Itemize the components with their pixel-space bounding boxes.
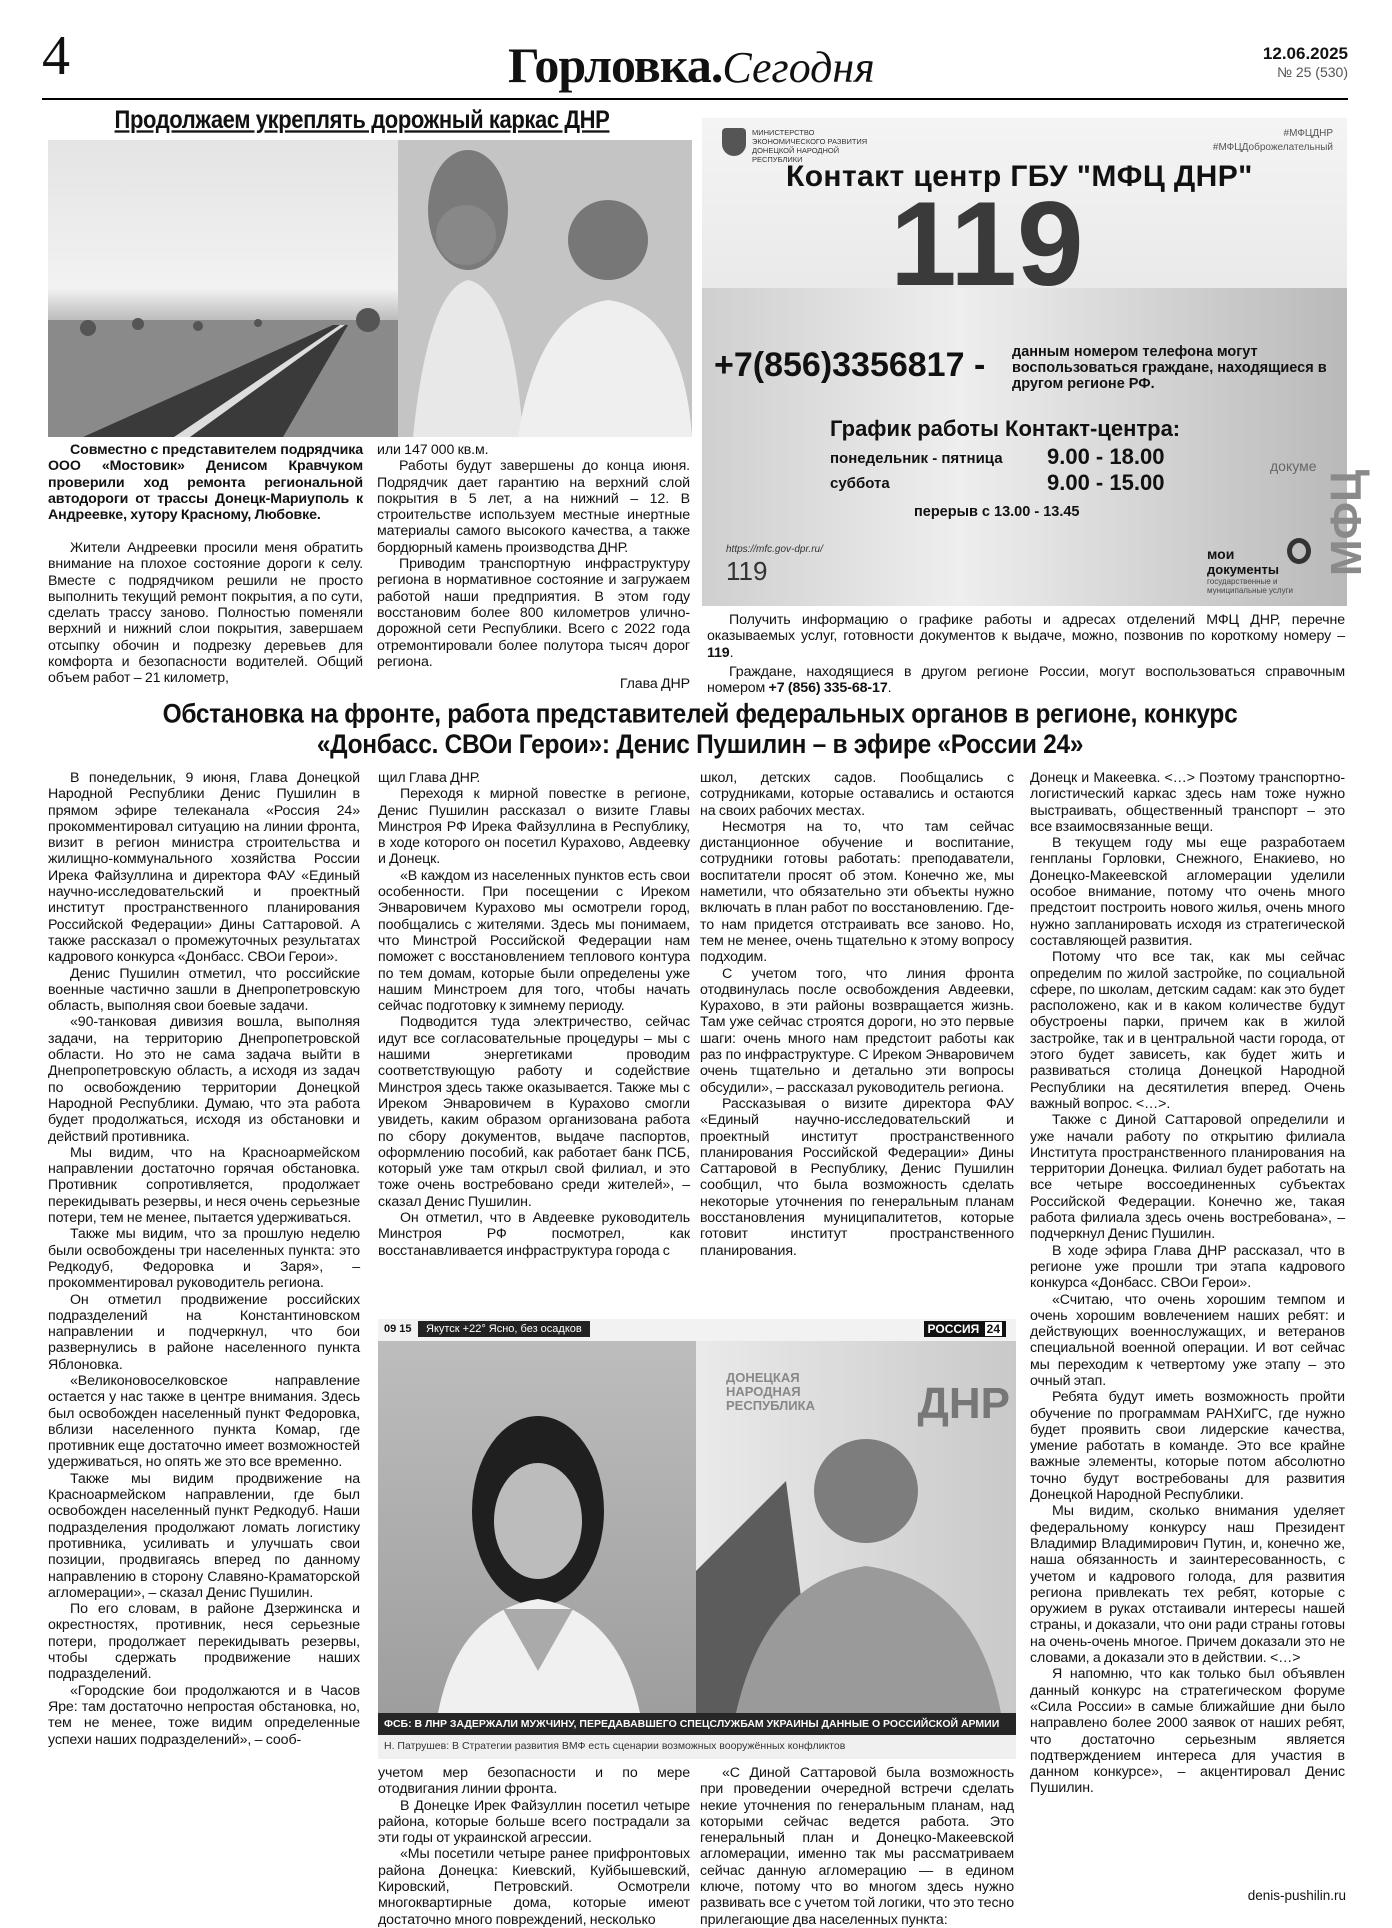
mfc-info-p2-end: . (887, 680, 892, 697)
mfc-info-p1 (707, 612, 1345, 661)
tv-weather-bar: Якутск +22° Ясно, без осадков (418, 1321, 590, 1337)
paragraph: Рассказывая о визите директора ФАУ «Единый научно-исследовательский и проектный институт пространственного планирования Российской Федерации» Дины Саттаровой в Республику, Денис Пушилин сообщил, что была возможность сделать некоторые уточнения по генеральным планам восстановления муниципалитетов, которые готовит институт пространственного планирования. (700, 1095, 1014, 1259)
paragraph: В понедельник, 9 июня, Глава Донецкой Народной Республики Денис Пушилин в прямом эфире телеканала «Россия 24» прокомментировал ситуацию на линии фронта, визит в регион министра строительства и жилищно-коммунального хозяйства России Ирека Файзуллина и директора ФАУ «Единый научно-исследовательский и проектный институт пространственного планирования Российской Федерации» Дины Саттаровой. А также рассказал о промежуточных результатах кадрового конкурса «Донбасс. СВОи Герои». (48, 770, 360, 966)
page-number: 4 (42, 25, 70, 87)
mfc-schedule-title: График работы Контакт-центра: (830, 416, 1181, 441)
paragraph: Он отметил, что в Авдеевке руководитель Минстроя РФ посмотрел, как восстанавливается инфраструктура города с (378, 1210, 690, 1259)
mfc-info-p1-text: Получить информацию о графике работы и адресах отделений МФЦ ДНР, перечне оказываемых услуг, готовности документов к выдаче, можно, позвонив по короткому номеру – (707, 612, 1345, 645)
paragraph: Мы видим, что на Красноармейском направлении достаточно горячая обстановка. Противник сопротивляется, продолжает перекидывать резервы, и неся очень серьезные потери, тем не менее, пытается удерживаться. (48, 1144, 360, 1227)
paragraph: «90-танковая дивизия вошла, выполняя задачи, на территорию Днепропетровской области. Но это не сама задача выйти в Днепропетровскую область, а исходя из задач по освобождению территории Донецкой Народной Республики. Думаю, что эта работа будет продолжаться, исходя из обстановки и действий противника. (48, 1014, 360, 1145)
mfc-wall-sign-2: докуме (1270, 458, 1317, 474)
road-illustration (48, 140, 398, 437)
mfc-small-number: 119 (726, 556, 768, 586)
saturday-label: суббота (830, 475, 890, 492)
mfc-url[interactable]: https://mfc.gov-dpr.ru/ (726, 544, 823, 555)
paragraph: щил Глава ДНР. (378, 770, 481, 786)
logo-line1: мои (1207, 546, 1235, 562)
logo-line2: документы (1207, 562, 1279, 577)
article1-headline: Продолжаем укреплять дорожный каркас ДНР (114, 105, 610, 134)
tv-subticker: Н. Патрушев: В Стратегии развития ВМФ есть сценарии возможных вооружённых конфликтов (378, 1735, 1016, 1759)
article1-col2-p2: Работы будут завершены до конца июня. Подрядчик дает гарантию на верхний слой покрытия в 5 лет, а на нижний – 12. В строительстве используем местные инертные материалы самого высокого качества, а также бордюрный камень производства ДНР. (377, 458, 690, 556)
officials-photo (398, 140, 692, 437)
tv-broadcast-screenshot (378, 1319, 1016, 1759)
paragraph: Денис Пушилин отметил, что российские военные частично зашли в Днепропетровскую область, выполняя свои боевые задачи. (48, 965, 360, 1015)
article2-headline (100, 699, 1300, 761)
paragraph: учетом мер безопасности и по мере отодвигания линии фронта. (378, 1765, 690, 1798)
mfc-title: Контакт центр ГБУ "МФЦ ДНР" (786, 160, 1253, 193)
article2-col3-top (700, 770, 1014, 1259)
article2-col4 (1030, 770, 1345, 1797)
paragraph: По его словам, в районе Дзержинска и окрестностях, противник, неся серьезные потери, продолжает перекидывать резервы, чтобы сдержать продвижение наших подразделений. (48, 1601, 360, 1683)
mfc-advertisement (702, 118, 1372, 606)
paragraph: Я напомню, что как только был объявлен данный конкурс на стратегическом форуме «Сила России» в самые ближайшие дни было направлено более 2000 заявок от наших ребят, что достаточно серьезным является подтверждением интереса для участия в данном конкурсе», – акцентировал Денис Пушилин. (1030, 1666, 1345, 1797)
paragraph: Также мы видим, что за прошлую неделю были освобождены три населенных пункта: это Редкодуб, Федоровка и Заря», – прокомментировал руководитель региона. (48, 1226, 360, 1292)
logo-line3: государственные и муниципальные услуги (1207, 577, 1293, 595)
saturday-hours: 9.00 - 15.00 (1047, 470, 1165, 495)
article2-headline-line2: «Донбасс. СВОи Герои»: Денис Пушилин – в эфире «России 24» (316, 730, 1084, 760)
anchor-panel (378, 1341, 696, 1713)
paragraph: Подводится туда электричество, сейчас идут все согласовательные процедуры – мы с нашими энергетиками проводим соответствующую работу и содействие Минстроя здесь также оказывается. Также мы с Иреком Энваровичем в Курахово смогли увидеть, каким образом организована работа по сбору документов, выдаче паспортов, оформлению пособий, как работает банк ПСБ, который уже там открыл свой филиал, и это тоже очень востребовано среди жителей», – сказал Денис Пушилин. (378, 1014, 690, 1210)
tv-time: 09 15 (384, 1323, 412, 1335)
mfc-hashtag-1: #МФЦДНР (1283, 128, 1333, 139)
paragraph: Донецк и Макеевка. <…> Поэтому транспортно-логистический каркас здесь нам тоже нужно выстраивать, общественный транспорт – это все взаимосвязанные вещи. (1030, 770, 1345, 835)
paragraph: Также с Диной Саттаровой определили и уже начали работу по открытию филиала Института пространственного планирования на территории Донецка. Филиал будет работать на все четыре воссоединенных субъектах Российской Федерации. Конечно же, такая работа филиала здесь очень востребована», – подчеркнул Денис Пушилин. (1030, 1112, 1345, 1243)
article2-headline-line1: Обстановка на фронте, работа представителей федеральных органов в регионе, конкурс (162, 699, 1238, 729)
logo-icon (1287, 538, 1311, 564)
paragraph: школ, детских садов. Пообщались с сотрудниками, которые оставались и остаются на своих рабочих местах. (700, 770, 1014, 819)
anchor-illustration (378, 1341, 696, 1713)
header-rule (42, 98, 1348, 100)
weekdays-hours: 9.00 - 18.00 (1047, 444, 1165, 469)
article1-lead: Совместно с представителем подрядчика ООО «Мостовик» Денисом Кравчуком проверили ход ремонта региональной автодороги от трассы Донецк-Мариуполь к Андреевке, хутору Красному, Любовке. (48, 442, 363, 524)
article2-col1 (48, 770, 360, 1748)
article1-col2-p3: Приводим транспортную инфраструктуру региона в нормативное состояние и загружаем работой наши предприятия. В этом году восстановим более 800 километров улично-дорожной сети Республики. Всего с 2022 года отремонтировали более полутора тысяч дорог региона. (377, 556, 690, 670)
paragraph: Мы видим, сколько внимания уделяет федеральному конкурсу наш Президент Владимир Владимирович Путин, и, конечно же, наша обязанность и заинтересованность, с учетом и кадрового голода, для развития региона привлекать тех ребят, которые с оружием в руках отстаивали интересы нашей страны, и доказали, что они ради страны готовы на очень-очень многое. Причем доказали это не словами, а доказали это в действии. <…> (1030, 1503, 1345, 1667)
mfc-info-p1-end: . (729, 644, 734, 661)
article1-col1: Жители Андреевки просили меня обратить внимание на плохое состояние дороги к селу. Вместе с подрядчиком решили не просто выполнить текущий ремонт покрытия, а по сути, сделать трассу заново. Полностью поменяли верхний и нижний слои покрытия, завершаем отсыпку обочин и подрезку деревьев для комфорта и безопасности водителей. Общий объем работ – 21 километр, (48, 540, 363, 687)
paragraph: В ходе эфира Глава ДНР рассказал, что в регионе уже прошли три этапа кадрового конкурса «Донбасс. СВОи Герои». (1030, 1242, 1345, 1292)
article1-col2-p1: или 147 000 кв.м. (377, 442, 489, 458)
tv-ticker: ФСБ: В ЛНР ЗАДЕРЖАЛИ МУЖЧИНУ, ПЕРЕДАВАВШЕГО СПЕЦСЛУЖБАМ УКРАИНЫ ДАННЫЕ О РОССИЙСКОЙ АРМИИ (378, 1713, 1016, 1735)
mfc-hashtag-2: #МФЦДоброжелательный (1212, 142, 1333, 153)
mfc-info-p2-text: Граждане, находящиеся в другом регионе России, могут воспользоваться справочным номером (707, 663, 1345, 697)
mfc-phone: +7(856)3356817 - (714, 346, 986, 384)
article2-col2-top (378, 770, 690, 1259)
paragraph: В текущем году мы еще разработаем генпланы Горловки, Снежного, Енакиево, но Донецко-Макеевской агломерации уделили особое внимание, потому что очень много предстоит построить нового жилья, очень много нужно запланировать исходя из стратегической составляющей развития. (1030, 835, 1345, 949)
my-documents-logo (1207, 538, 1339, 595)
guest-panel (696, 1341, 1016, 1713)
paragraph: Также мы видим продвижение на Красноармейском направлении, где был освобожден населенный пункт Редкодуб. Наши подразделения продолжают ломать логистику противника, усиливать и улучшать свои позиции, продвигаясь вперед по данному направлению в сторону Славяно-Краматорской агломерации», – сказал Денис Пушилин. (48, 1470, 360, 1601)
issue-date: 12.06.2025 (1262, 44, 1348, 63)
mfc-phone-note: данным номером телефона могут воспользоваться граждане, находящиеся в другом регионе РФ. (1012, 344, 1327, 392)
paragraph: «С Диной Саттаровой была возможность при проведении очередной встречи сделать некие уточнения по генеральным планам, над которыми сейчас ведется работа. Это генеральный план и Донецко-Макеевской агломерации, именно так мы рассматриваем сейчас данную агломерацию — в едином ключе, потому что во многом здесь нужно развивать все с учетом той логики, что это тесно прилегающие два населенных пункта: (700, 1765, 1014, 1928)
paragraph: В Донецке Ирек Файзуллин посетил четыре района, которые больше всего пострадали за эти годы от украинской агрессии. (378, 1797, 690, 1847)
mfc-big-number: 119 (890, 177, 1084, 311)
paragraph: «Считаю, что очень хорошим темпом и очень хорошим вовлечением наших ребят: и действующих военнослужащих, и ветеранов специальной военной операции. И вот сейчас мы переходим к четвертому уже этапу – это очный этап. (1030, 1291, 1345, 1389)
mfc-info-p2 (707, 664, 1345, 697)
emblem-icon (722, 128, 746, 156)
masthead (508, 37, 875, 93)
road-photo (48, 140, 398, 437)
guest-illustration (696, 1341, 1016, 1713)
paragraph: Потому что все так, как мы сейчас определим по жилой застройке, по социальной сфере, по школам, детским садам: как это будет расположено, как и в каком количестве будут обустроены парки, причем как в жилой застройке, так и в центральной части города, от этого будет зависеть, как будет жить и развиваться столица Донецкой Народной Республики на десятилетия вперед. Очень важный вопрос. <…>. (1030, 949, 1345, 1112)
paragraph: Ребята будут иметь возможность пройти обучение по программам РАНХиГС, где нужно будет проявить свои лидерские качества, умение работать в команде. Это все крайне важные элементы, которые потом абсолютно точно будут востребованы для развития Донецкой Народной Республики. (1030, 1389, 1345, 1504)
masthead-title: Горловка. (508, 37, 723, 93)
ministry-name: МИНИСТЕРСТВО ЭКОНОМИЧЕСКОГО РАЗВИТИЯ ДОНЕЦКОЙ НАРОДНОЙ РЕСПУБЛИКИ (752, 128, 868, 164)
article1-signature: Глава ДНР (619, 676, 690, 693)
paragraph: Несмотря на то, что там сейчас дистанционное обучение и воспитание, сотрудники готовы работать: преподаватели, воспитатели просят об этом. Конечно же, мы наметили, что обязательно эти объекты нужно включать в план работ по восстановлению. Где-то нам придется отстраивать все заново. Но, тем не менее, очень тщательно к этому вопросу подходим. (700, 818, 1014, 966)
source-link[interactable]: denis-pushilin.ru (1247, 1888, 1346, 1903)
channel-name: РОССИЯ (927, 1322, 980, 1336)
backdrop-text: ДОНЕЦКАЯ НАРОДНАЯ РЕСПУБЛИКА (726, 1370, 815, 1413)
mfc-info (707, 612, 1345, 696)
channel-number: 24 (986, 1322, 1000, 1336)
paragraph: «Городские бои продолжаются и в Часов Яре: там достаточно непростая обстановка, но, тем не менее, тоже видим определенные успехи наших подразделений», – сооб- (48, 1682, 360, 1748)
short-number: 119 (707, 644, 730, 661)
mfc-break: перерыв с 13.00 - 13.45 (914, 504, 1080, 520)
mfc-wall-sign: МФЦ (1322, 469, 1372, 577)
paragraph: С учетом того, что линия фронта отодвинулась после освобождения Авдеевки, Курахово, в эти районы возвращается жизнь. Там уже сейчас строятся дороги, но это первые шаги: очень много нам предстоит работы как раз по инфраструктуре. С Иреком Энваровичем очень тщательно и детально эти вопросы обсудили», – рассказал руководитель региона. (700, 965, 1014, 1096)
masthead-subtitle: Сегодня (722, 43, 875, 92)
paragraph: «Мы посетили четыре ранее прифронтовых района Донецка: Киевский, Куйбышевский, Кировский, Петровский. Осмотрели многоквартирные дома, которые имеют достаточно много повреждений, несколько (378, 1846, 690, 1928)
channel-logo (924, 1321, 1006, 1337)
article1-col2 (377, 442, 690, 692)
paragraph: Он отметил продвижение российских подразделений на Константиновском направлении и подчеркнул, что бои развернулись в районе населенного пункта Яблоновка. (48, 1291, 360, 1373)
paragraph: «Великоновоселковское направление остается у нас также в центре внимания. Здесь был освобожден населенный пункт Федоровка, вблизи населенного пункта Комар, где противник еще достаточно имеет возможностей удерживаться, но опять же это все временно. (48, 1372, 360, 1471)
reference-number: +7 (856) 335-68-17 (768, 680, 888, 697)
article2-col3-bottom (700, 1765, 1014, 1928)
weekdays-label: понедельник - пятница (830, 450, 1003, 467)
two-men-illustration (398, 140, 692, 437)
backdrop-logo: ДНР (917, 1379, 1010, 1428)
article2-col2-bottom (378, 1765, 690, 1928)
paragraph: «В каждом из населенных пунктов есть свои особенности. При посещении с Иреком Энваровичем Курахово мы осмотрели город, пообщались с жителями. Здесь мы понимаем, что Минстрой Российской Федерации нам поможет с восстановлением теплового контура по тем домам, которые были определены уже нашим Минстроем для того, чтобы начать сейчас подготовку к зимнему периоду. (378, 867, 690, 1015)
issue-number: № 25 (530) (1276, 64, 1348, 80)
paragraph: Переходя к мирной повестке в регионе, Денис Пушилин рассказал о визите Главы Минстроя РФ Ирека Файзуллина в Республику, в ходе которого он посетил Курахово, Авдеевку и Донецк. (378, 786, 690, 868)
